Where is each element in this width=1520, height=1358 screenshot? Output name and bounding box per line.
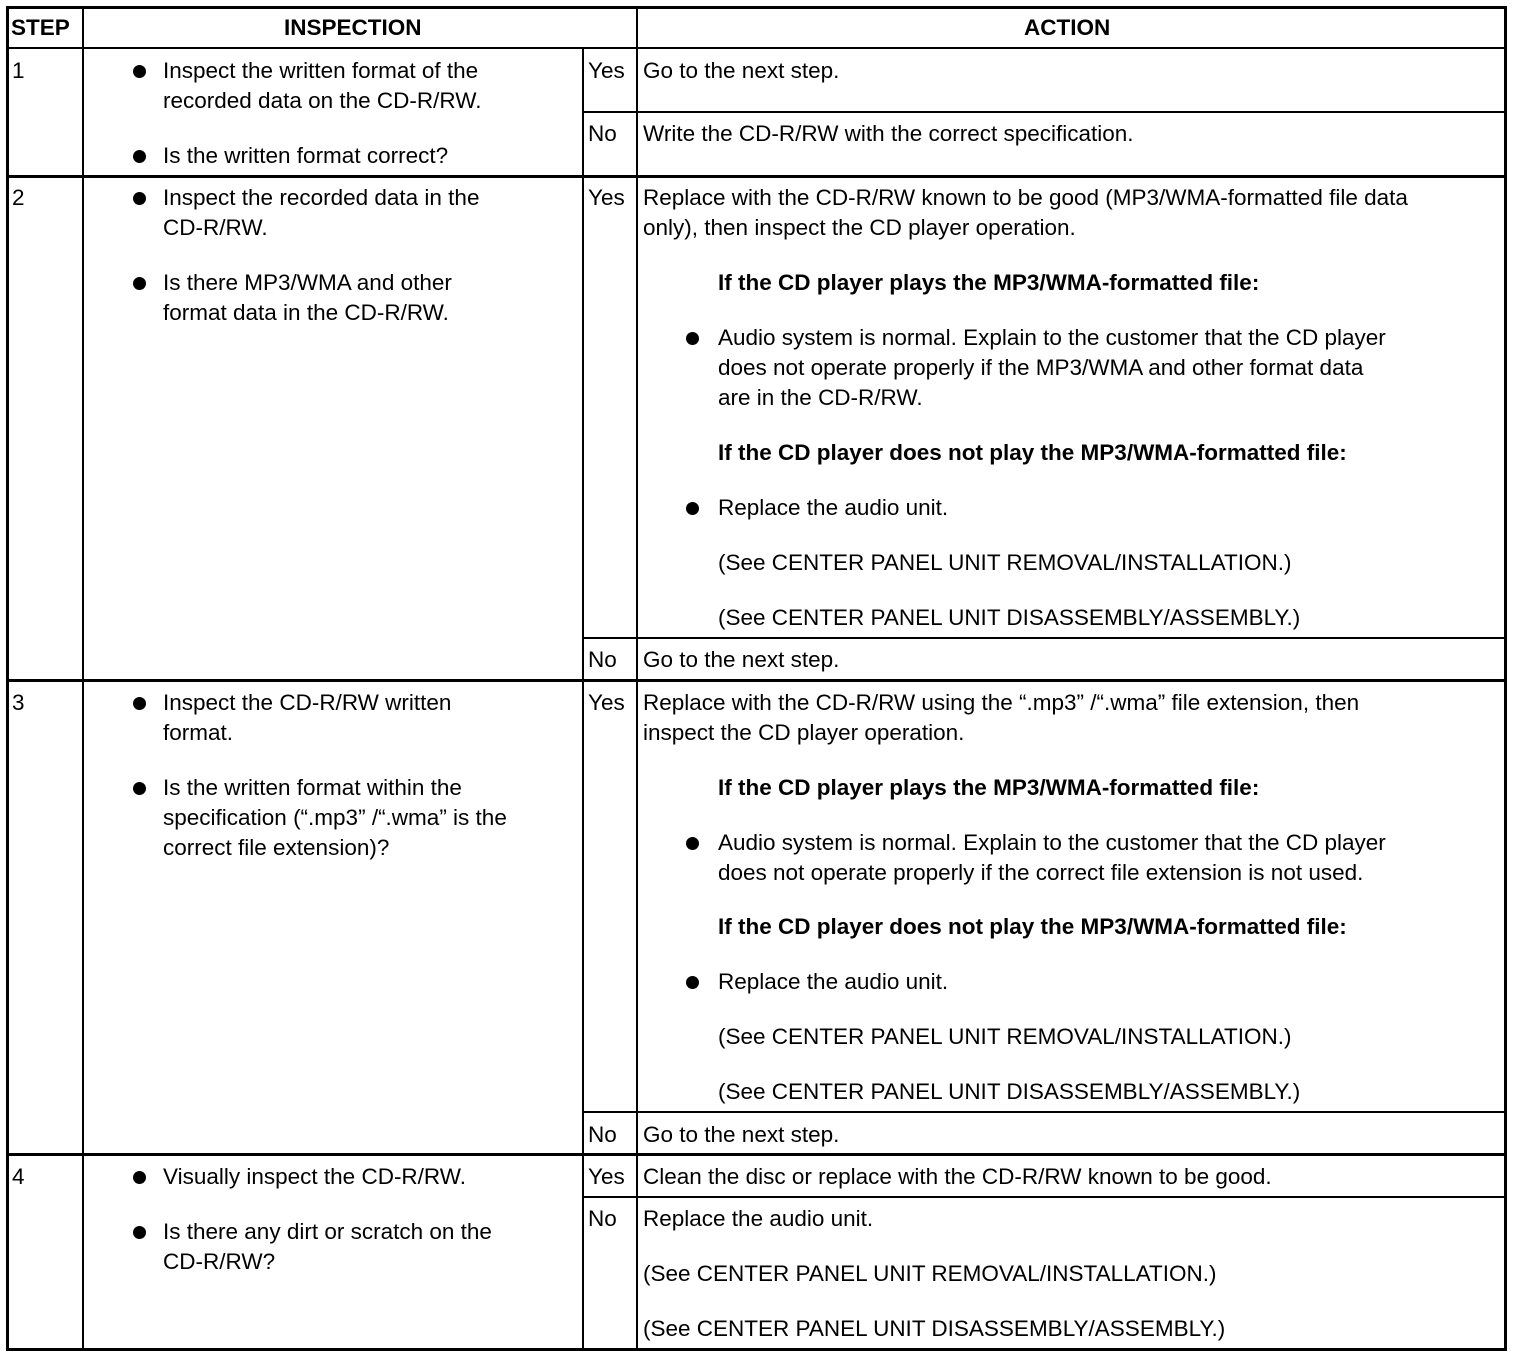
reference-text: (See CENTER PANEL UNIT DISASSEMBLY/ASSEMBLY.) xyxy=(718,1079,1301,1104)
yes-label: Yes xyxy=(588,185,625,210)
header-step: STEP xyxy=(11,15,70,40)
inspection-text: Is there any dirt or scratch on the xyxy=(163,1219,492,1244)
bullet-icon xyxy=(133,782,146,795)
inspection-text: Is there MP3/WMA and other xyxy=(163,270,452,295)
bullet-icon xyxy=(133,277,146,290)
inspection-text: CD-R/RW. xyxy=(163,215,268,240)
inspection-text: correct file extension)? xyxy=(163,835,390,860)
no-label: No xyxy=(588,121,617,146)
header-divider xyxy=(8,47,1506,49)
bullet-icon xyxy=(133,1171,146,1184)
action-text: are in the CD-R/RW. xyxy=(718,385,923,410)
action-text: Write the CD-R/RW with the correct specification. xyxy=(643,121,1134,146)
step1-bottom-divider xyxy=(8,175,1506,178)
step-number: 2 xyxy=(12,185,25,210)
no-label: No xyxy=(588,647,617,672)
yes-label: Yes xyxy=(588,690,625,715)
step4-yes-no-divider xyxy=(582,1196,1506,1198)
action-text: Replace with the CD-R/RW using the “.mp3” /“.wma” file extension, then xyxy=(643,690,1360,715)
action-text: Clean the disc or replace with the CD-R/RW known to be good. xyxy=(643,1164,1272,1189)
step3-bottom-divider xyxy=(8,1153,1506,1156)
action-text: Go to the next step. xyxy=(643,58,840,83)
step-number: 4 xyxy=(12,1164,25,1189)
inspection-text: format data in the CD-R/RW. xyxy=(163,300,449,325)
action-text: Replace with the CD-R/RW known to be good (MP3/WMA-formatted file data xyxy=(643,185,1408,210)
step2-bottom-divider xyxy=(8,679,1506,682)
yes-label: Yes xyxy=(588,1164,625,1189)
condition-heading: If the CD player plays the MP3/WMA-formatted file: xyxy=(718,775,1260,800)
yes-label: Yes xyxy=(588,58,625,83)
header-action: ACTION xyxy=(1024,15,1111,40)
action-text: inspect the CD player operation. xyxy=(643,720,965,745)
reference-text: (See CENTER PANEL UNIT DISASSEMBLY/ASSEMBLY.) xyxy=(643,1316,1226,1341)
bullet-icon xyxy=(133,150,146,163)
action-text: Go to the next step. xyxy=(643,1122,840,1147)
action-text: Audio system is normal. Explain to the customer that the CD player xyxy=(718,325,1386,350)
no-label: No xyxy=(588,1122,617,1147)
action-text: Replace the audio unit. xyxy=(718,495,949,520)
bullet-icon xyxy=(686,976,699,989)
bullet-icon xyxy=(133,697,146,710)
header-inspection: INSPECTION xyxy=(284,15,422,40)
step-number: 1 xyxy=(12,58,25,83)
bullet-icon xyxy=(133,1226,146,1239)
inspection-text: specification (“.mp3” /“.wma” is the xyxy=(163,805,507,830)
inspection-text: Is the written format within the xyxy=(163,775,462,800)
inspection-text: format. xyxy=(163,720,234,745)
inspection-text: Inspect the written format of the xyxy=(163,58,479,83)
inspection-text: Inspect the CD-R/RW written xyxy=(163,690,452,715)
action-text: Audio system is normal. Explain to the customer that the CD player xyxy=(718,830,1386,855)
inspection-text: Inspect the recorded data in the xyxy=(163,185,480,210)
action-text: Replace the audio unit. xyxy=(643,1206,874,1231)
reference-text: (See CENTER PANEL UNIT REMOVAL/INSTALLATION.) xyxy=(643,1261,1217,1286)
inspection-text: CD-R/RW? xyxy=(163,1249,276,1274)
no-label: No xyxy=(588,1206,617,1231)
action-text: does not operate properly if the MP3/WMA and other format data xyxy=(718,355,1364,380)
reference-text: (See CENTER PANEL UNIT REMOVAL/INSTALLATION.) xyxy=(718,1024,1292,1049)
bullet-icon xyxy=(686,502,699,515)
action-text: does not operate properly if the correct file extension is not used. xyxy=(718,860,1364,885)
inspection-text: Is the written format correct? xyxy=(163,143,449,168)
reference-text: (See CENTER PANEL UNIT REMOVAL/INSTALLATION.) xyxy=(718,550,1292,575)
bullet-icon xyxy=(133,65,146,78)
reference-text: (See CENTER PANEL UNIT DISASSEMBLY/ASSEMBLY.) xyxy=(718,605,1301,630)
step2-yes-no-divider xyxy=(582,637,1506,639)
condition-heading: If the CD player does not play the MP3/WMA-formatted file: xyxy=(718,440,1347,465)
condition-heading: If the CD player plays the MP3/WMA-formatted file: xyxy=(718,270,1260,295)
inspection-text: recorded data on the CD-R/RW. xyxy=(163,88,482,113)
step1-yes-no-divider xyxy=(582,111,1506,113)
bullet-icon xyxy=(686,837,699,850)
bullet-icon xyxy=(686,332,699,345)
bullet-icon xyxy=(133,192,146,205)
action-text: Go to the next step. xyxy=(643,647,840,672)
action-text: only), then inspect the CD player operation. xyxy=(643,215,1076,240)
step3-yes-no-divider xyxy=(582,1111,1506,1113)
condition-heading: If the CD player does not play the MP3/WMA-formatted file: xyxy=(718,914,1347,939)
inspection-text: Visually inspect the CD-R/RW. xyxy=(163,1164,467,1189)
step-number: 3 xyxy=(12,690,25,715)
action-text: Replace the audio unit. xyxy=(718,969,949,994)
